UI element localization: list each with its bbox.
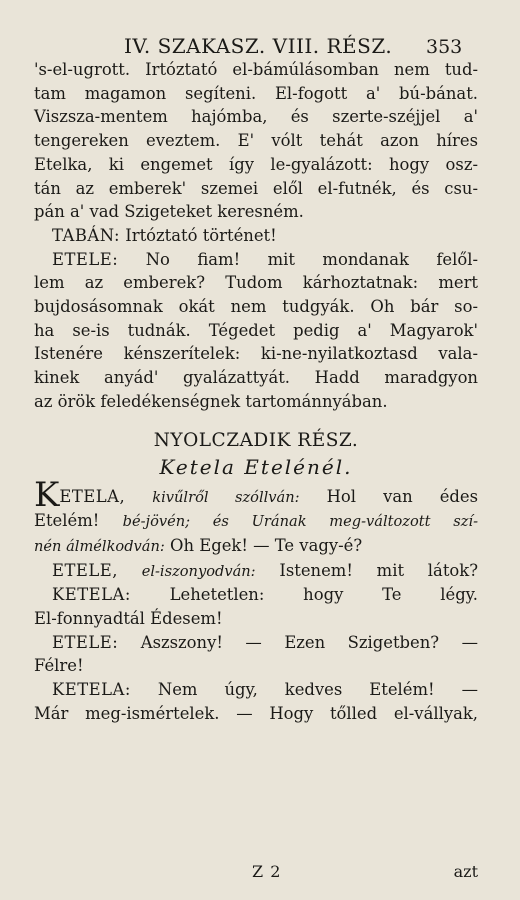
dialogue-line [34, 248, 478, 272]
text-line: tam magamon segíteni. El-fogott a' bú-bánat. [34, 83, 478, 103]
running-head [34, 0, 478, 58]
dialogue-line [34, 224, 478, 248]
page-footer [34, 862, 478, 886]
dialogue-ketela-1 [34, 474, 479, 559]
speaker-name: ETELE: [52, 249, 119, 269]
dialogue-etele-2 [34, 559, 478, 584]
dialogue-line [34, 559, 478, 584]
text-line: kinek anyád' gyalázattyát. Hadd maradgyon [34, 368, 478, 388]
drop-cap: K [34, 474, 60, 515]
text-line: tengereken eveztem. E' vólt tehát azon híres [34, 131, 478, 151]
scene-title: Ketela Etelénél. [159, 454, 353, 479]
stage-direction: bé-jövén; és Urának meg-változott szí- [122, 513, 479, 531]
running-title: IV. SZAKASZ. VIII. RÉSZ. [124, 34, 393, 58]
speaker-name: KETELA: [52, 680, 131, 700]
text-line: ha se-is tudnák. Tégedet pedig a' Magyarok' [34, 320, 478, 340]
text-line: lem az emberek? Tudom kárhoztatnak: mert [34, 273, 478, 293]
dialogue-text: Aszszony! — Ezen Szigetben? — [140, 632, 478, 652]
stage-direction: kivűlről szóllván: [152, 488, 300, 506]
catchword: azt [453, 862, 478, 881]
text-line: Etelka, ki engemet így le-gyalázott: hogy osz- [34, 154, 478, 174]
stage-direction: el-iszonyodván: [141, 562, 256, 580]
dialogue-text: Istenem! mit látok? [279, 560, 478, 580]
dialogue-text: Etelém! [34, 511, 100, 531]
text-line: bujdosásomnak okát nem tudgyák. Oh bár so- [34, 297, 478, 317]
signature-mark: Z 2 [252, 862, 282, 881]
dialogue-taban [34, 224, 478, 248]
speaker-name: ETELA, [59, 486, 126, 506]
dialogue-text: Oh Egek! — Te vagy-é? [170, 535, 363, 555]
dialogue-text: Hol van édes [326, 486, 479, 506]
dialogue-etele [34, 248, 478, 414]
dialogue-ketela-3 [34, 678, 478, 725]
dialogue-line [34, 583, 478, 607]
section-heading: NYOLCZADIK RÉSZ. [153, 429, 359, 451]
text-line: Félre! [34, 656, 84, 676]
text-line: pán a' vad Szigeteket keresném. [34, 202, 304, 222]
dialogue-text: Lehetetlen: hogy Te légy. [169, 585, 478, 605]
text-line: tán az emberek' szemei elől el-futnék, és csu- [34, 178, 478, 198]
dialogue-text: No fiam! mit mondanak felől- [145, 249, 479, 269]
dialogue-line [34, 534, 478, 559]
dialogue-line [34, 509, 478, 534]
dialogue-text: Nem úgy, kedves Etelém! — [157, 680, 478, 700]
text-line: 's-el-ugrott. Irtóztató el-bámúlásomban nem tud- [34, 60, 478, 79]
speaker-name: ETELE: [52, 632, 119, 652]
speaker-name: KETELA: [52, 585, 131, 605]
speaker-name: TABÁN: [52, 225, 121, 245]
page-number: 353 [426, 36, 463, 58]
text-line: Már meg-ismértelek. — Hogy tőlled el-vállyak, [34, 703, 478, 723]
dialogue-text: Irtóztató történet! [125, 225, 277, 245]
text-line: az örök feledékenségnek tartománnyában. [34, 391, 388, 411]
stage-direction: nén álmélkodván: [34, 537, 165, 555]
text-line: Viszsza-mentem hajómba, és szerte-széjjel a' [34, 107, 478, 127]
dialogue-line [34, 631, 478, 655]
paragraph-narrative [34, 58, 478, 224]
dialogue-etele-3 [34, 631, 478, 678]
text-line: Istenére kénszerítelek: ki-ne-nyilatkoztasd vala- [34, 344, 478, 364]
speaker-name: ETELE, [52, 560, 118, 580]
dialogue-ketela-2 [34, 583, 478, 630]
dialogue-line [34, 678, 478, 702]
text-line: El-fonnyadtál Édesem! [34, 609, 223, 629]
dialogue-line [34, 474, 479, 515]
